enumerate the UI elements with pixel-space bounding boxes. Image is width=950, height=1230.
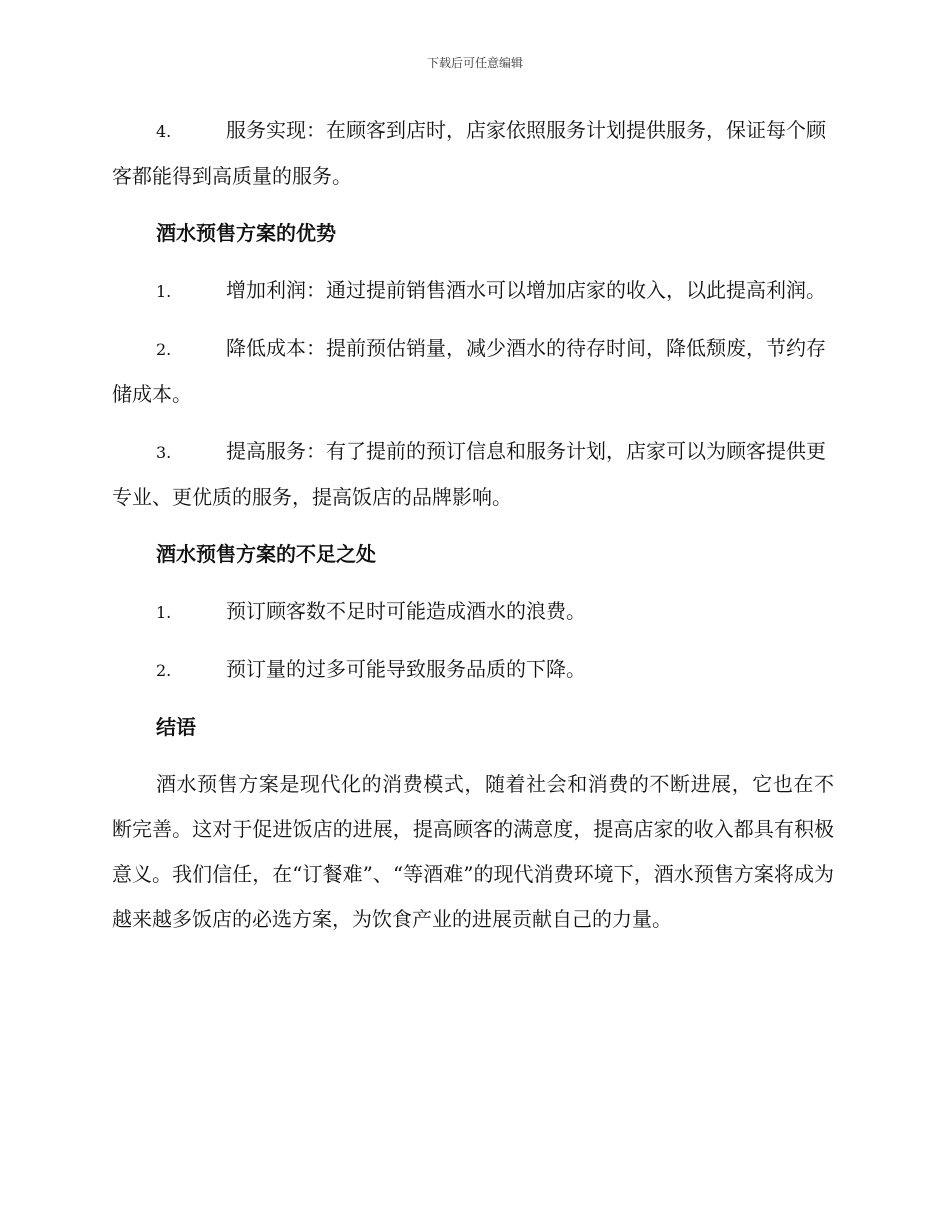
list-number: 3. bbox=[156, 443, 172, 462]
list-text: 增加利润：通过提前销售酒水可以增加店家的收入，以此提高利润。 bbox=[226, 278, 826, 302]
document-body bbox=[112, 108, 834, 942]
list-item bbox=[112, 429, 834, 520]
list-number: 4. bbox=[156, 122, 172, 141]
list-number: 2. bbox=[156, 661, 172, 680]
section-heading-shortcomings: 酒水预售方案的不足之处 bbox=[156, 542, 376, 566]
list-item bbox=[112, 647, 834, 693]
page-header: 下载后可任意编辑 bbox=[426, 56, 523, 70]
list-item-service bbox=[112, 108, 834, 199]
list-text: 预订顾客数不足时可能造成酒水的浪费。 bbox=[226, 599, 586, 623]
list-text: 服务实现：在顾客到店时，店家依照服务计划提供服务，保证每个顾客都能得到高质量的服务。 bbox=[112, 118, 826, 188]
section-heading-conclusion: 结语 bbox=[156, 715, 196, 739]
list-text: 降低成本：提前预估销量，减少酒水的待存时间，降低颓废，节约存储成本。 bbox=[112, 336, 826, 406]
list-item bbox=[112, 589, 834, 635]
list-text: 提高服务：有了提前的预订信息和服务计划，店家可以为顾客提供更专业、更优质的服务，提高饭店的品牌影响。 bbox=[112, 439, 826, 509]
list-text: 预订量的过多可能导致服务品质的下降。 bbox=[226, 657, 586, 681]
list-item bbox=[112, 268, 834, 314]
list-item bbox=[112, 326, 834, 417]
list-number: 1. bbox=[156, 603, 172, 622]
list-number: 1. bbox=[156, 282, 172, 301]
conclusion-paragraph: 酒水预售方案是现代化的消费模式，随着社会和消费的不断进展，它也在不断完善。这对于促进饭店的进展，提高顾客的满意度，提高店家的收入都具有积极意义。我们信任，在“订餐难”、“等酒难”的现代消费环境下，酒水预售方案将成为越来越多饭店的必选方案，为饮食产业的进展贡献自己的力量。 bbox=[112, 772, 834, 931]
section-heading-advantages: 酒水预售方案的优势 bbox=[156, 221, 336, 245]
list-number: 2. bbox=[156, 340, 172, 359]
